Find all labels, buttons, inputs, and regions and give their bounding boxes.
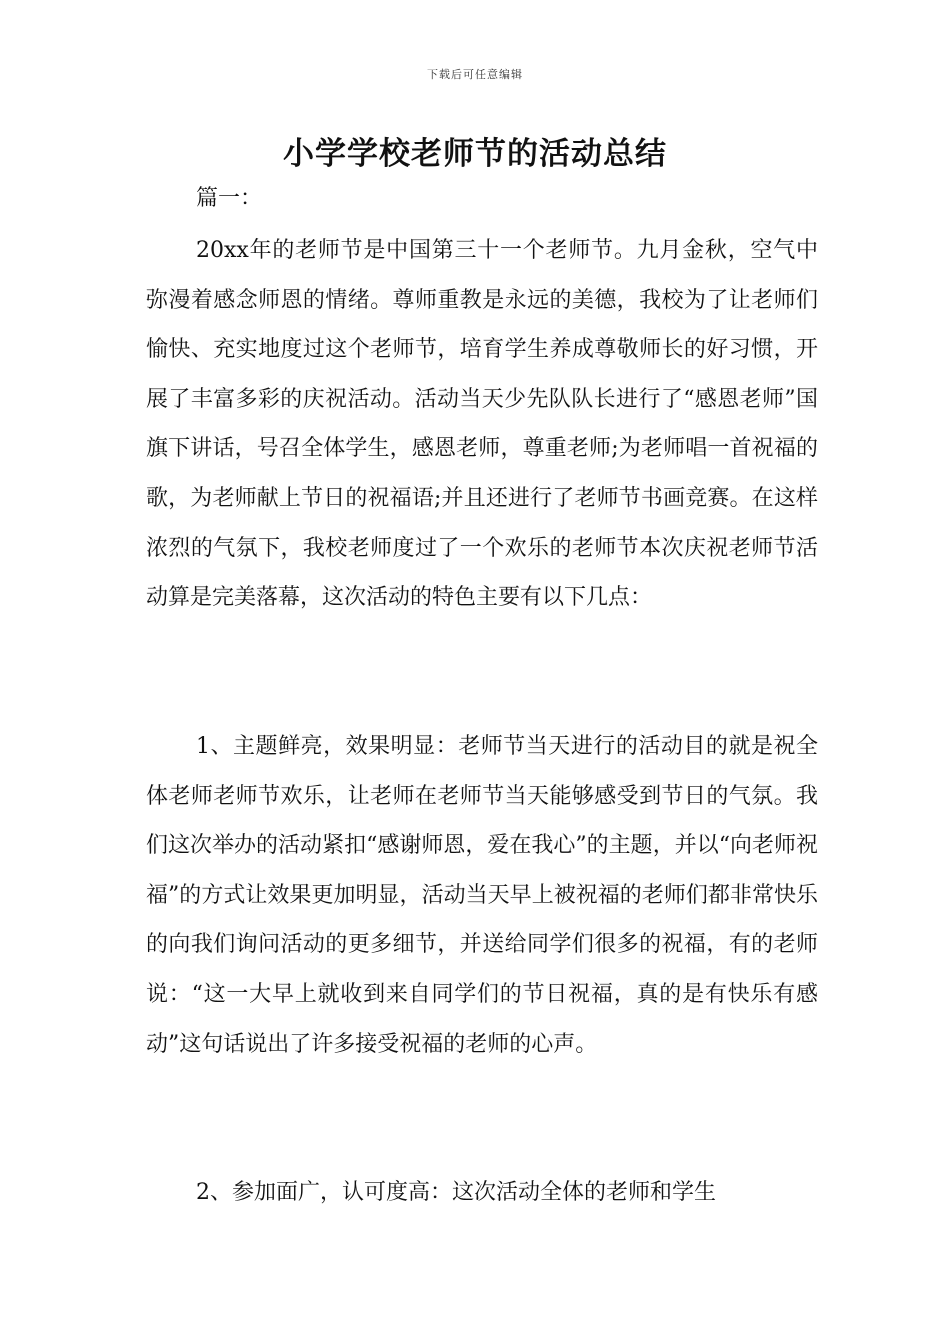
- document-title: 小学学校老师节的活动总结: [283, 136, 667, 172]
- header-note: 下载后可任意编辑: [427, 68, 523, 81]
- paragraph-intro: 20xx年的老师节是中国第三十一个老师节。九月金秋，空气中弥漫着感念师恩的情绪。尊师重教是永远的美德，我校为了让老师们愉快、充实地度过这个老师节，培育学生养成尊敬师长的好习惯，开展了丰富多彩的庆祝活动。活动当天少先队队长进行了“感恩老师”国旗下讲话，号召全体学生，感恩老师，尊重老师;为老师唱一首祝福的歌，为老师献上节日的祝福语;并且还进行了老师节书画竞赛。在这样浓烈的气氛下，我校老师度过了一个欢乐的老师节本次庆祝老师节活动算是完美落幕，这次活动的特色主要有以下几点：: [146, 238, 818, 611]
- paragraph-point-1: 1、主题鲜亮，效果明显：老师节当天进行的活动目的就是祝全体老师老师节欢乐，让老师在老师节当天能够感受到节日的气氛。我们这次举办的活动紧扣“感谢师恩，爱在我心”的主题，并以“向老师祝福”的方式让效果更加明显，活动当天早上被祝福的老师们都非常快乐的向我们询问活动的更多细节，并送给同学们很多的祝福，有的老师说：“这一大早上就收到来自同学们的节日祝福，真的是有快乐有感动”这句话说出了许多接受祝福的老师的心声。: [146, 734, 818, 1057]
- section-label: 篇一：: [196, 186, 263, 211]
- paragraph-point-2: 2、参加面广，认可度高：这次活动全体的老师和学生: [196, 1180, 716, 1205]
